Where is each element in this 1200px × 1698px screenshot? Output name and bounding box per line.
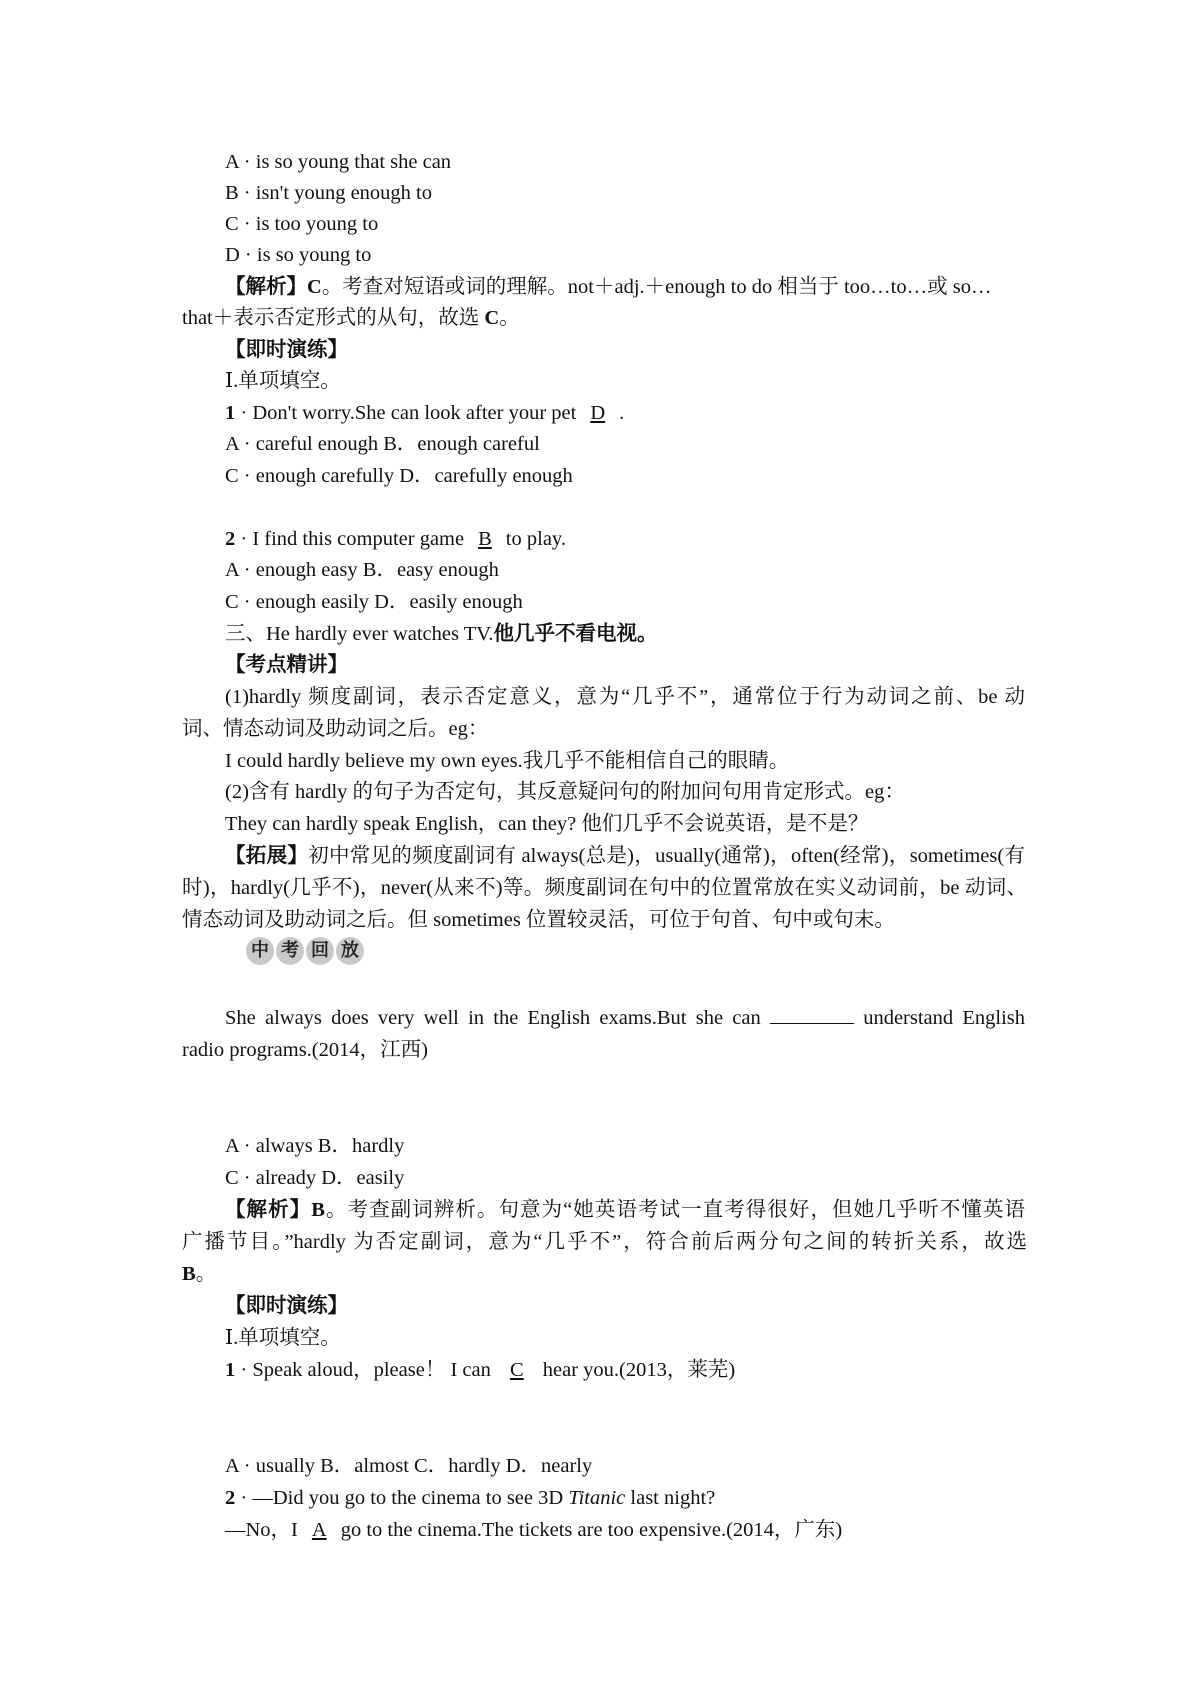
question-1 xyxy=(225,1357,1025,1383)
question-text: · Speak aloud，please！ I can xyxy=(235,1359,491,1381)
analysis-answer: C xyxy=(484,307,500,329)
question-number: 2 xyxy=(225,528,236,550)
drill-title: 【即时演练】 xyxy=(225,1295,348,1317)
extension-text: 初中常见的频度副词有 always(总是)，usually(通常)，often(经常)，sometimes(有 xyxy=(308,845,1025,867)
analysis-answer: B xyxy=(311,1199,325,1221)
empty-blank xyxy=(770,1005,854,1024)
drill-subtitle: Ⅰ.单项填空。 xyxy=(225,1327,341,1349)
exam-question-line xyxy=(225,1005,1025,1031)
options-ab: A · careful enough B．enough careful xyxy=(225,433,540,455)
badge-char: 考 xyxy=(276,937,304,965)
paragraph-line: (1)hardly 频度副词，表示否定意义，意为“几乎不”，通常位于行为动词之前、be 动 xyxy=(225,686,1025,708)
exam-review-badge xyxy=(246,937,364,965)
analysis-line xyxy=(182,1261,1027,1287)
question-2 xyxy=(225,1485,1025,1511)
question-2-reply xyxy=(225,1517,1025,1543)
analysis-line-2 xyxy=(182,305,1027,331)
movie-title: Titanic xyxy=(568,1487,626,1509)
analysis-label: 【解析】 xyxy=(225,1199,312,1221)
extension-line xyxy=(225,843,1025,869)
badge-char: 放 xyxy=(336,937,364,965)
badge-char: 回 xyxy=(306,937,334,965)
analysis-text: that＋表示否定形式的从句，故选 xyxy=(182,307,485,329)
drill-title: 【即时演练】 xyxy=(225,339,348,361)
question-text: hear you.(2013，莱芜) xyxy=(542,1359,736,1381)
analysis-answer: C xyxy=(307,276,322,298)
example-sentence: I could hardly believe my own eyes.我几乎不能相信自己的眼睛。 xyxy=(225,750,790,772)
extension-line: 情态动词及助动词之后。但 sometimes 位置较灵活，可位于句首、句中或句末。 xyxy=(182,909,895,931)
analysis-text: 。考查副词辨析。句意为“她英语考试一直考得很好，但她几乎听不懂英语 xyxy=(324,1199,1025,1221)
analysis-line: 广播节目。”hardly 为否定副词，意为“几乎不”，符合前后两分句之间的转折关系，故选 xyxy=(182,1231,1027,1253)
options-ab: A · always B．hardly xyxy=(225,1135,405,1157)
example-sentence: They can hardly speak English，can they? 他们几乎不会说英语，是不是？ xyxy=(225,813,869,835)
question-1 xyxy=(225,400,1025,426)
option-c: C · is too young to xyxy=(225,213,379,235)
key-point-title: 【考点精讲】 xyxy=(225,654,348,676)
option-b: B · isn't young enough to xyxy=(225,182,432,204)
question-text: understand English xyxy=(863,1007,1025,1029)
question-text: · —Did you go to the cinema to see 3D xyxy=(235,1487,569,1509)
question-number: 2 xyxy=(225,1487,236,1509)
analysis-answer: B xyxy=(182,1263,196,1285)
options-cd: C · already D．easily xyxy=(225,1167,405,1189)
question-text: · I find this computer game xyxy=(235,528,465,550)
analysis-line xyxy=(225,274,1025,300)
question-text: She always does very well in the English exams.But she can xyxy=(225,1007,761,1029)
paragraph-line: 词、情态动词及助动词之后。eg： xyxy=(182,718,489,740)
options-cd: C · enough easily D．easily enough xyxy=(225,591,523,613)
extension-line: 时)，hardly(几乎不)，never(从来不)等。频度副词在句中的位置常放在实义动词前，be 动词、 xyxy=(182,877,1027,899)
section-heading-en: 三、He hardly ever watches TV. xyxy=(225,623,494,645)
analysis-text: 。 xyxy=(499,307,520,329)
extension-label: 【拓展】 xyxy=(225,845,309,867)
section-heading xyxy=(225,621,1025,647)
question-text: to play. xyxy=(505,528,566,550)
option-d: D · is so young to xyxy=(225,244,372,266)
question-number: 1 xyxy=(225,402,236,424)
answer-blank: A xyxy=(311,1519,327,1541)
question-number: 1 xyxy=(225,1359,236,1381)
question-2 xyxy=(225,526,1025,552)
analysis-label: 【解析】 xyxy=(225,276,307,298)
options-ab: A · enough easy B．easy enough xyxy=(225,559,499,581)
paragraph-line: (2)含有 hardly 的句子为否定句，其反意疑问句的附加问句用肯定形式。eg： xyxy=(225,781,905,803)
analysis-text: 。考查对短语或词的理解。not＋adj.＋enough to do 相当于 too…to…或 so… xyxy=(321,276,992,298)
options-line: A · usually B．almost C．hardly D．nearly xyxy=(225,1455,593,1477)
analysis-text: 。 xyxy=(195,1263,217,1285)
question-text: . xyxy=(619,402,625,424)
answer-blank: B xyxy=(478,528,492,550)
question-text: · Don't worry.She can look after your pet xyxy=(235,402,577,424)
section-heading-cn: 他几乎不看电视。 xyxy=(493,623,658,645)
drill-subtitle: Ⅰ.单项填空。 xyxy=(225,370,341,392)
options-cd: C · enough carefully D．carefully enough xyxy=(225,465,573,487)
badge-char: 中 xyxy=(246,937,274,965)
answer-blank: D xyxy=(590,402,606,424)
question-text: go to the cinema.The tickets are too expensive.(2014，广东) xyxy=(340,1519,843,1541)
option-a: A · is so young that she can xyxy=(225,151,452,173)
question-text: —No，I xyxy=(225,1519,298,1541)
question-text: last night? xyxy=(625,1487,716,1509)
exam-question-line: radio programs.(2014，江西) xyxy=(182,1039,428,1061)
answer-blank: C xyxy=(509,1359,524,1381)
analysis-line xyxy=(225,1197,1025,1223)
